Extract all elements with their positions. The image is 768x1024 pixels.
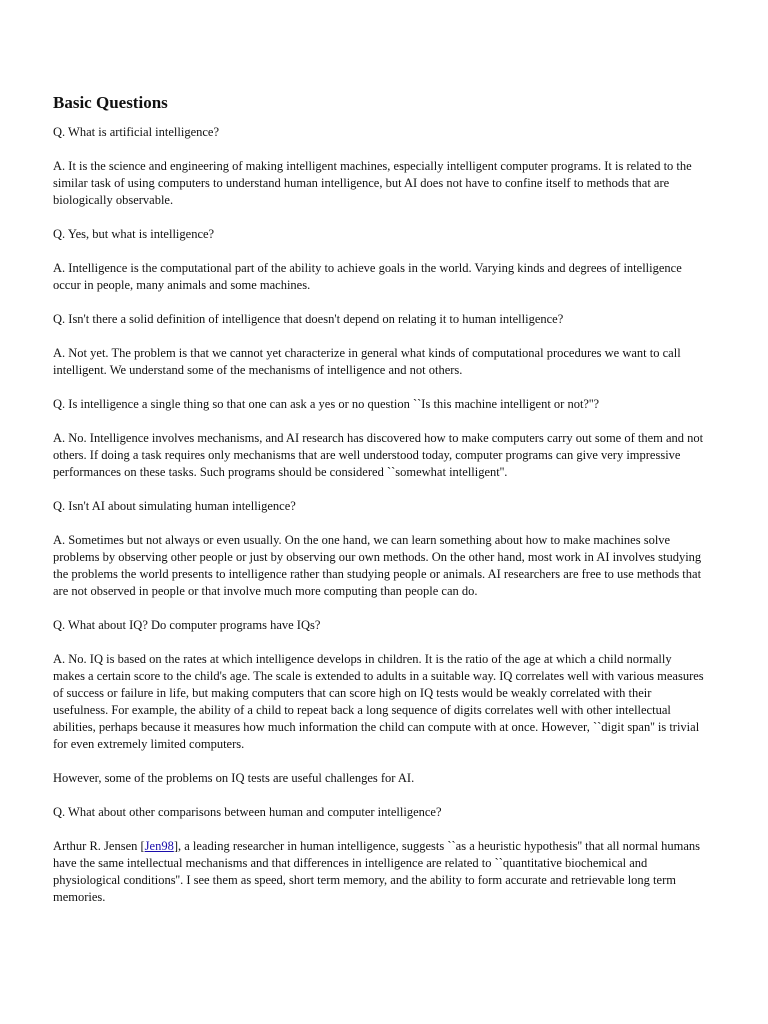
question-solid-definition: Q. Isn't there a solid definition of intelligence that doesn't depend on relating it to human intelligence? (53, 312, 564, 326)
question-single-thing: Q. Is intelligence a single thing so that one can ask a yes or no question ``Is this machine intelligent or not?''? (53, 397, 600, 411)
answer-what-is-ai: A. It is the science and engineering of making intelligent machines, especially intelligent computer programs. It is related to the similar task of using computers to understand human intelligence, but AI does not have to confine itself to methods that are biologically observable. (53, 159, 692, 207)
question-other-comparisons: Q. What about other comparisons between human and computer intelligence? (53, 805, 442, 819)
iq-challenges-note: However, some of the problems on IQ tests are useful challenges for AI. (53, 771, 415, 785)
citation-link-jen98[interactable]: Jen98 (144, 839, 174, 853)
answer-solid-definition: A. Not yet. The problem is that we cannot yet characterize in general what kinds of computational procedures we want to call intelligent. We understand some of the mechanisms of intelligence and not others. (53, 346, 681, 377)
section-heading: Basic Questions (53, 93, 168, 112)
answer-text-after-link: ], a leading researcher in human intelligence, suggests ``as a heuristic hypothesis'' that all normal humans have the same intellectual mechanisms and that differences in intelligence are related to ``quantitative biochemical and physiological conditions''. I see them as speed, short term memory, and the ability to form accurate and retrievable long term memories. (53, 839, 701, 904)
answer-other-comparisons (53, 838, 705, 906)
question-iq: Q. What about IQ? Do computer programs have IQs? (53, 618, 321, 632)
document-page (53, 92, 705, 923)
answer-single-thing: A. No. Intelligence involves mechanisms, and AI research has discovered how to make computers carry out some of them and not others. If doing a task requires only mechanisms that are well understood today, computer programs can give very impressive performances on these tasks. Such programs should be considered ``somewhat intelligent''. (53, 431, 704, 479)
question-simulating-human: Q. Isn't AI about simulating human intelligence? (53, 499, 296, 513)
answer-simulating-human: A. Sometimes but not always or even usually. On the one hand, we can learn something about how to make machines solve problems by observing other people or just by observing our own methods. On the other hand, most work in AI involves studying the problems the world presents to intelligence rather than studying people or animals. AI researchers are free to use methods that are not observed in people or that involve much more computing than people can do. (53, 533, 702, 598)
answer-text-before-link: Arthur R. Jensen [ (53, 839, 145, 853)
answer-iq: A. No. IQ is based on the rates at which intelligence develops in children. It is the ratio of the age at which a child normally makes a certain score to the child's age. The scale is extended to adults in a suitable way. IQ correlates well with various measures of success or failure in life, but making computers that can score high on IQ tests would be weakly correlated with their usefulness. For example, the ability of a child to repeat back a long sequence of digits correlates well with other intellectual abilities, perhaps because it measures how much information the child can compute with at once. However, ``digit span'' is trivial for even extremely limited computers. (53, 652, 704, 751)
question-what-is-intelligence: Q. Yes, but what is intelligence? (53, 227, 215, 241)
question-what-is-ai: Q. What is artificial intelligence? (53, 125, 220, 139)
answer-what-is-intelligence: A. Intelligence is the computational part of the ability to achieve goals in the world. Varying kinds and degrees of intelligence occur in people, many animals and some machines. (53, 261, 682, 292)
